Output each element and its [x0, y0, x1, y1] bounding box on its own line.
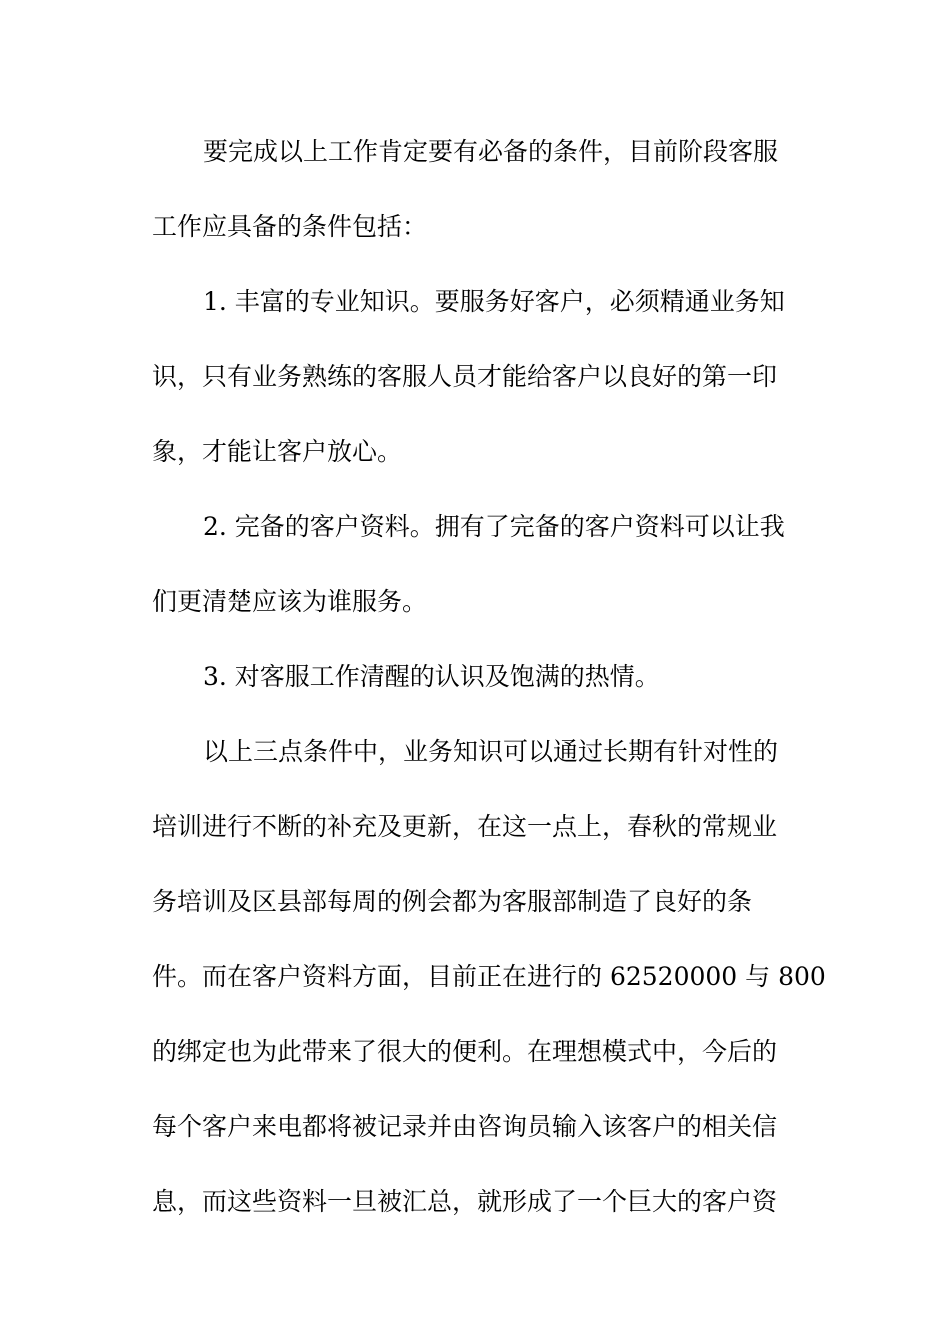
- text-line-11: 务培训及区县部每周的例会都为客服部制造了良好的条: [152, 887, 753, 916]
- text-line-14: 每个客户来电都将被记录并由咨询员输入该客户的相关信: [152, 1112, 778, 1141]
- text-line-2: 工作应具备的条件包括：: [152, 212, 428, 241]
- text-line-5: 象，才能让客户放心。: [152, 437, 403, 466]
- text-line-4: 识，只有业务熟练的客服人员才能给客户以良好的第一印: [152, 362, 778, 391]
- text-line-7: 们更清楚应该为谁服务。: [152, 587, 428, 616]
- text-line-8: 3. 对客服工作清醒的认识及饱满的热情。: [203, 662, 660, 691]
- text-line-10: 培训进行不断的补充及更新，在这一点上，春秋的常规业: [152, 812, 778, 841]
- text-line-13: 的绑定也为此带来了很大的便利。在理想模式中，今后的: [152, 1037, 778, 1066]
- text-line-1: 要完成以上工作肯定要有必备的条件，目前阶段客服: [203, 137, 779, 166]
- text-line-6: 2. 完备的客户资料。拥有了完备的客户资料可以让我: [203, 512, 785, 541]
- text-line-15: 息，而这些资料一旦被汇总，就形成了一个巨大的客户资: [152, 1187, 778, 1216]
- text-line-3: 1. 丰富的专业知识。要服务好客户，必须精通业务知: [203, 287, 785, 316]
- text-line-12: 件。而在客户资料方面，目前正在进行的 62520000 与 800: [152, 962, 826, 991]
- text-line-9: 以上三点条件中，业务知识可以通过长期有针对性的: [203, 737, 779, 766]
